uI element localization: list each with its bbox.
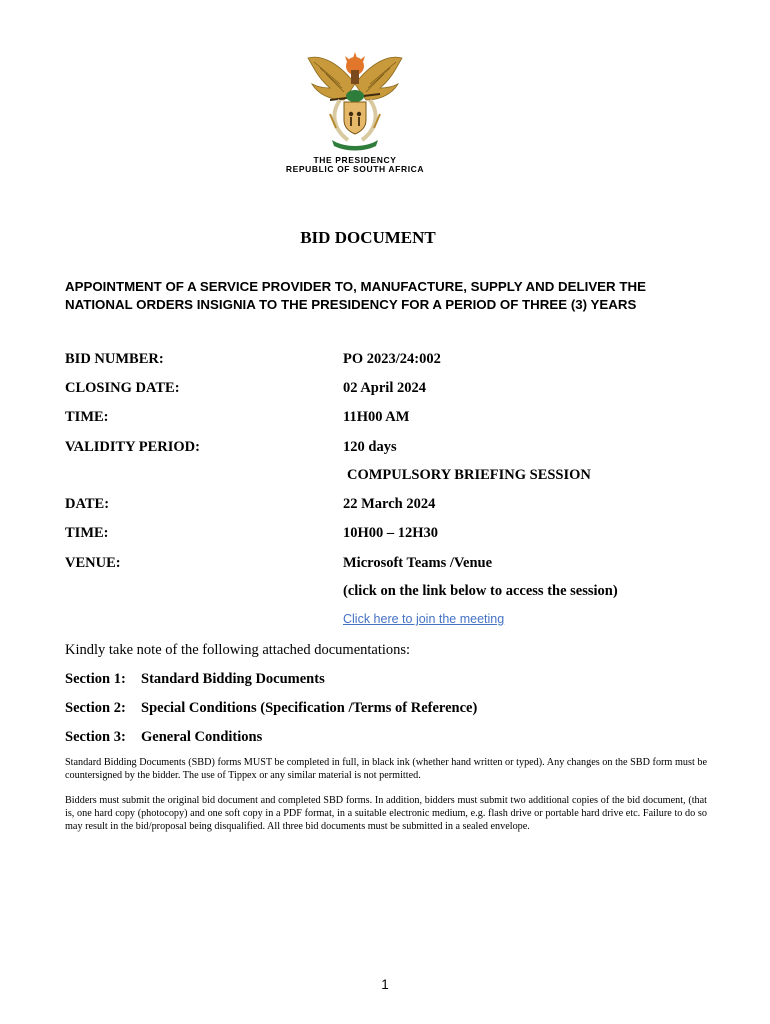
join-meeting-link[interactable]: Click here to join the meeting (343, 612, 505, 626)
section-2 (65, 700, 477, 717)
org-name-line2: REPUBLIC OF SOUTH AFRICA (285, 164, 425, 174)
closing-time-label: TIME: (65, 409, 109, 425)
closing-date-value: 02 April 2024 (343, 380, 426, 396)
validity-period-value: 120 days (343, 439, 397, 455)
section-2-title: Special Conditions (Specification /Terms of Reference) (141, 700, 478, 716)
venue-label: VENUE: (65, 555, 121, 571)
section-1-number: Section 1: (65, 671, 126, 687)
section-1 (65, 671, 325, 688)
submission-instructions-paragraph: Bidders must submit the original bid document and completed SBD forms. In addition, bidders must submit two additional copies of the bid document, (that is, one hard copy (photocopy) and one soft copy in a PDF format, in a suitable electronic medium, e.g. flash drive or portable hard drive etc. Failure to do so may result in the bid/proposal being disqualified. All three bid documents must be submitted in a sealed envelope. (65, 795, 707, 832)
validity-period-label: VALIDITY PERIOD: (65, 439, 200, 455)
coat-of-arms-icon (300, 44, 420, 159)
bid-number-value: PO 2023/24:002 (343, 351, 441, 367)
intro-text: Kindly take note of the following attached documentations: (65, 642, 411, 658)
document-title: BID DOCUMENT (300, 228, 436, 247)
section-3-title: General Conditions (141, 729, 263, 745)
section-2-number: Section 2: (65, 700, 126, 716)
closing-time-value: 11H00 AM (343, 409, 410, 425)
briefing-time-label: TIME: (65, 525, 109, 541)
briefing-session-heading: COMPULSORY BRIEFING SESSION (347, 467, 591, 483)
bid-subject: APPOINTMENT OF A SERVICE PROVIDER TO, MANUFACTURE, SUPPLY AND DELIVER THE NATIONAL ORDERS INSIGNIA TO THE PRESIDENCY FOR A PERIOD OF THREE (3) YEARS (65, 279, 646, 312)
briefing-time-value: 10H00 – 12H30 (343, 525, 439, 541)
section-3-number: Section 3: (65, 729, 126, 745)
page-number: 1 (381, 977, 389, 992)
venue-value: Microsoft Teams /Venue (343, 555, 493, 571)
closing-date-label: CLOSING DATE: (65, 380, 180, 396)
section-3 (65, 729, 262, 746)
briefing-date-label: DATE: (65, 496, 110, 512)
briefing-link-note: (click on the link below to access the session) (343, 583, 618, 599)
briefing-date-value: 22 March 2024 (343, 496, 436, 512)
bid-number-label: BID NUMBER: (65, 351, 164, 367)
section-1-title: Standard Bidding Documents (141, 671, 325, 687)
sbd-instructions-paragraph: Standard Bidding Documents (SBD) forms MUST be completed in full, in black ink (whether hand written or typed). Any changes on the SBD form must be countersigned by the bidder. The use of Tippex or any similar material is not permitted. (65, 757, 707, 781)
org-name-line1: THE PRESIDENCY (313, 155, 397, 165)
